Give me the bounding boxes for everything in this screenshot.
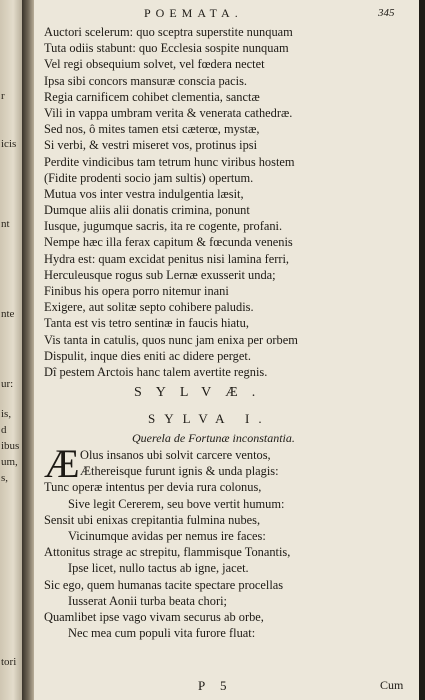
verse-line: Dispulit, inque dies eniti ac didere perget. — [44, 348, 251, 363]
verse-line: Tunc operæ intentus per devia rura colonus, — [44, 480, 262, 495]
margin-fragment: ur: — [1, 378, 14, 390]
verse-line: Nec mea cum populi vita furore fluat: — [68, 626, 256, 641]
page-number: 345 — [378, 7, 395, 19]
verse-line: Tanta est vis tetro sentinæ in faucis hiatu, — [44, 316, 249, 331]
verse-line: Exigere, aut solitæ septo cohibere paludis. — [44, 300, 254, 315]
verse-line: Tuta odiis stabunt: quo Ecclesia sospite nunquam — [44, 41, 289, 56]
verse-line: Dumque aliis alii donatis crimina, ponunt — [44, 203, 250, 218]
verse-line: Sensit ubi enixas crepitantia fulmina nubes, — [44, 512, 261, 527]
verse-line: Perdite vindicibus tam tetrum hunc viribus hostem — [44, 154, 295, 169]
book-gutter — [22, 0, 34, 700]
margin-fragment: s, — [1, 472, 9, 484]
verse-line: Hydra est: quam excidat penitus nisi lamina ferri, — [44, 251, 289, 266]
verse-line: Iusserat Aonii turba beata chori; — [68, 593, 227, 608]
verse-line: Nempe hæc illa ferax capitum & fœcunda venenis — [44, 235, 293, 250]
verse-line: Attonitus strage ac strepitu, flammisque Tonantis, — [44, 545, 291, 560]
previous-page-edge — [0, 0, 22, 700]
verse-line: (Fidite prodenti socio jam sultis) opertum. — [44, 170, 254, 185]
verse-line: Auctori scelerum: quo sceptra superstite nunquam — [44, 25, 293, 39]
verse-line: Si verbi, & vestri miseret vos, protinus ipsi — [44, 138, 258, 153]
verse-line: Vis tanta in catulis, quos nunc jam enixa per orbem — [44, 332, 298, 347]
drop-cap: Æ — [44, 441, 80, 486]
margin-fragment: d — [1, 424, 7, 436]
margin-fragment: um, — [1, 456, 18, 468]
poem-verse — [44, 24, 414, 380]
margin-fragment: ibus — [1, 440, 20, 452]
margin-fragment: nte — [1, 308, 15, 320]
verse-line: Herculeusque rogus sub Lernæ exusserit unda; — [44, 267, 276, 282]
margin-fragment: icis — [1, 138, 17, 150]
verse-line: Ipsa sibi concors mansuræ conscia pacis. — [44, 73, 248, 88]
verse-line: Sed nos, ô mites tamen etsi cæterœ, mystæ, — [44, 122, 260, 137]
running-head: POEMATA. — [144, 6, 243, 20]
verse-line: Olus insanos ubi solvit carcere ventos, — [80, 448, 271, 462]
verse-line: Ipse licet, nullo tactus ab igne, jacet. — [68, 561, 249, 576]
section-title: SYLVÆ. — [134, 385, 270, 400]
verse-line: Mutua vos inter vestra indulgentia læsit, — [44, 186, 244, 201]
book-page — [34, 0, 419, 700]
verse-line: Iusque, jugumque sacris, ita re cogente, profani. — [44, 219, 283, 234]
poem-subject: Querela de Fortunæ inconstantia. — [132, 431, 295, 445]
margin-fragment: nt — [1, 218, 10, 230]
verse-line: Quamlibet ipse vago vivam securus ab orbe, — [44, 609, 264, 624]
margin-fragment: r — [1, 90, 5, 102]
verse-line: Sive legit Cererem, seu bove vertit humum: — [68, 496, 285, 511]
margin-fragment: tori — [1, 656, 17, 668]
verse-line: Vili in vappa umbram verita & venerata cathedræ. — [44, 105, 293, 120]
sylva-verse — [44, 447, 414, 641]
verse-line: Regia carnificem cohibet clementia, sanctæ — [44, 89, 260, 104]
verse-line: Dî pestem Arctois hanc talem avertite regnis. — [44, 364, 268, 379]
catchword: Cum — [380, 678, 404, 692]
verse-line: Vicinumque avidas per nemus ire faces: — [68, 528, 266, 543]
verse-line: Sic ego, quem humanas tacite spectare procellas — [44, 577, 284, 592]
verse-line: Finibus his opera porro nitemur inani — [44, 284, 229, 298]
signature-mark: P 5 — [198, 678, 233, 693]
margin-fragment: is, — [1, 408, 12, 420]
poem-title: SYLVA I. — [148, 411, 271, 426]
verse-line: Vel regi obsequium solvet, vel fœdera nectet — [44, 57, 265, 72]
verse-line: Æthereisque furunt ignis & unda plagis: — [80, 464, 279, 479]
